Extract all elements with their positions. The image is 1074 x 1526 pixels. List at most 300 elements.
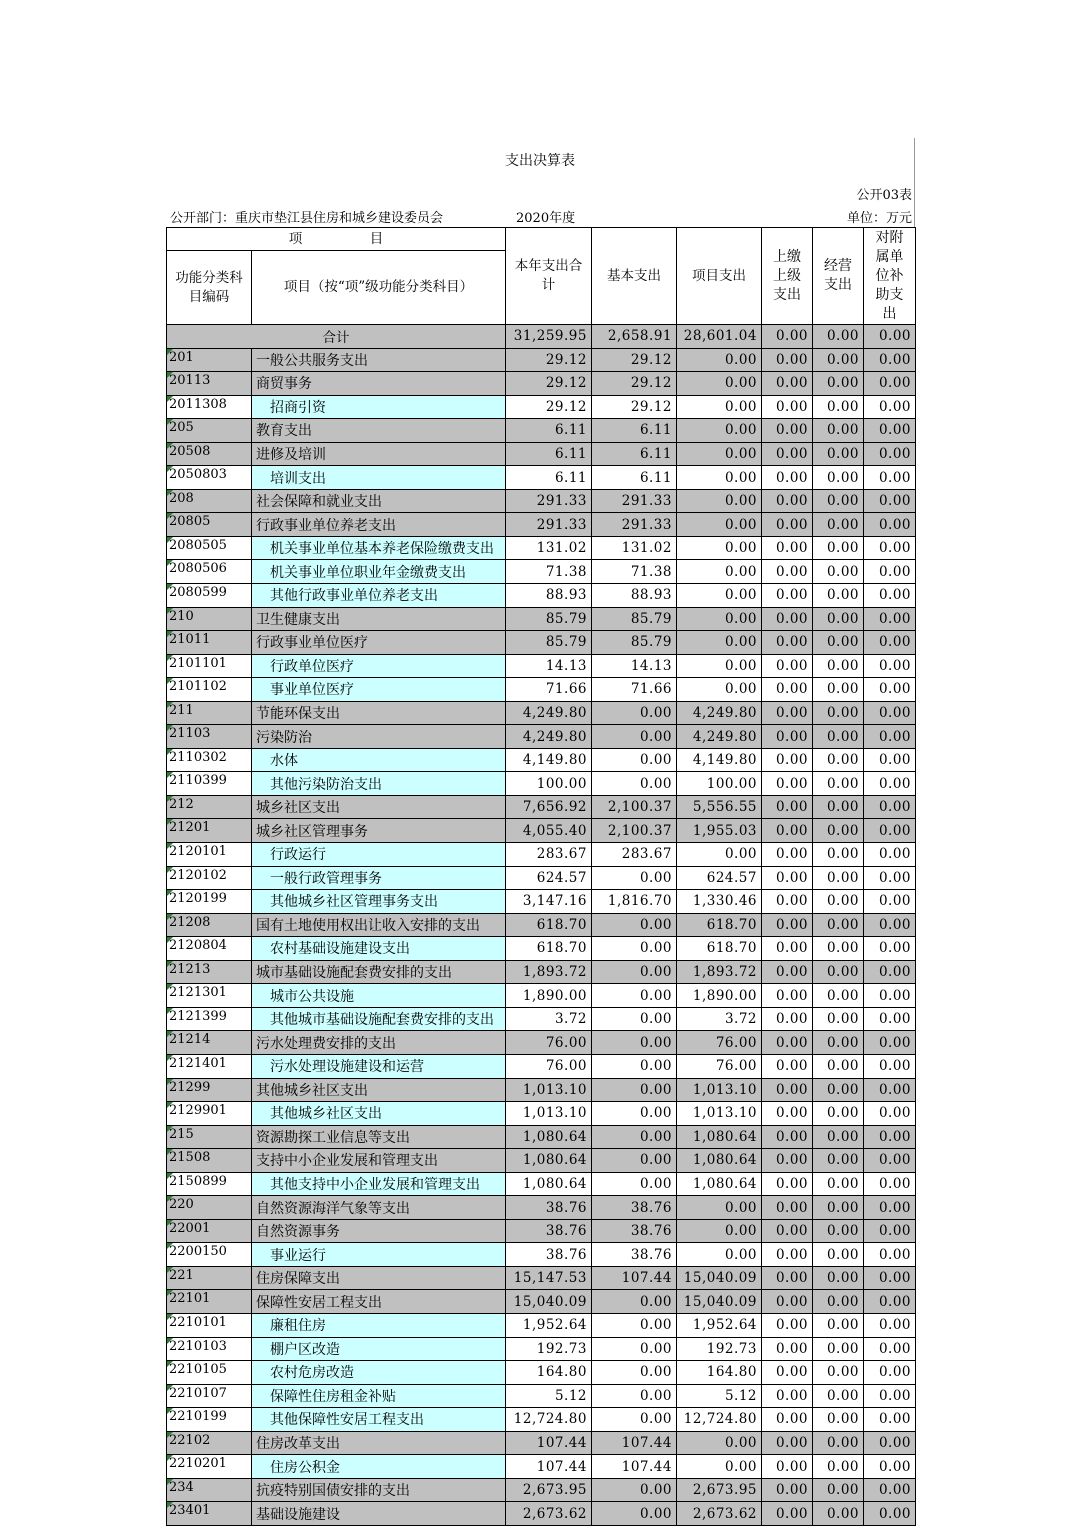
row-value: 0.00 bbox=[813, 937, 864, 961]
table-row bbox=[167, 1149, 916, 1173]
row-value: 1,952.64 bbox=[677, 1313, 762, 1337]
table-row bbox=[167, 1455, 916, 1479]
row-value: 0.00 bbox=[864, 536, 916, 560]
row-value: 0.00 bbox=[762, 1102, 813, 1126]
row-code: 2101102 bbox=[167, 678, 252, 702]
row-code: 20508 bbox=[167, 442, 252, 466]
table-row bbox=[167, 1502, 916, 1526]
table-row bbox=[167, 1384, 916, 1408]
row-value: 1,080.64 bbox=[677, 1172, 762, 1196]
row-code: 2121401 bbox=[167, 1054, 252, 1078]
row-name: 行政事业单位医疗 bbox=[252, 631, 506, 655]
row-value: 0.00 bbox=[762, 607, 813, 631]
table-row bbox=[167, 1172, 916, 1196]
row-value: 100.00 bbox=[506, 772, 592, 796]
row-value: 0.00 bbox=[592, 1102, 677, 1126]
row-value: 100.00 bbox=[677, 772, 762, 796]
row-value: 0.00 bbox=[762, 1149, 813, 1173]
row-value: 624.57 bbox=[506, 866, 592, 890]
row-value: 6.11 bbox=[506, 466, 592, 490]
row-value: 0.00 bbox=[864, 654, 916, 678]
row-code: 2210101 bbox=[167, 1313, 252, 1337]
row-value: 0.00 bbox=[592, 1078, 677, 1102]
row-value: 0.00 bbox=[762, 513, 813, 537]
row-value: 0.00 bbox=[677, 1243, 762, 1267]
row-value: 1,080.64 bbox=[506, 1125, 592, 1149]
row-value: 0.00 bbox=[864, 489, 916, 513]
row-code: 21011 bbox=[167, 631, 252, 655]
row-value: 0.00 bbox=[864, 372, 916, 396]
total-label: 合计 bbox=[167, 325, 506, 349]
row-value: 0.00 bbox=[864, 890, 916, 914]
table-row bbox=[167, 1361, 916, 1385]
row-value: 85.79 bbox=[506, 607, 592, 631]
row-value: 0.00 bbox=[677, 1196, 762, 1220]
row-value: 0.00 bbox=[864, 348, 916, 372]
row-value: 0.00 bbox=[592, 1125, 677, 1149]
row-value: 624.57 bbox=[677, 866, 762, 890]
row-value: 0.00 bbox=[592, 1031, 677, 1055]
row-value: 0.00 bbox=[864, 772, 916, 796]
row-value: 0.00 bbox=[813, 560, 864, 584]
row-value: 0.00 bbox=[762, 1172, 813, 1196]
row-value: 0.00 bbox=[813, 1290, 864, 1314]
row-value: 0.00 bbox=[762, 701, 813, 725]
row-value: 0.00 bbox=[762, 1478, 813, 1502]
row-value: 0.00 bbox=[864, 1054, 916, 1078]
row-code: 21103 bbox=[167, 725, 252, 749]
row-value: 291.33 bbox=[506, 513, 592, 537]
table-row bbox=[167, 1431, 916, 1455]
row-value: 0.00 bbox=[813, 654, 864, 678]
row-name: 棚户区改造 bbox=[252, 1337, 506, 1361]
row-value: 0.00 bbox=[813, 1149, 864, 1173]
row-value: 0.00 bbox=[677, 419, 762, 443]
row-value: 0.00 bbox=[813, 1219, 864, 1243]
row-value: 1,890.00 bbox=[677, 984, 762, 1008]
row-name: 城市公共设施 bbox=[252, 984, 506, 1008]
row-code: 212 bbox=[167, 795, 252, 819]
row-value: 0.00 bbox=[762, 1054, 813, 1078]
row-value: 15,147.53 bbox=[506, 1266, 592, 1290]
row-value: 0.00 bbox=[762, 678, 813, 702]
row-value: 0.00 bbox=[813, 631, 864, 655]
row-value: 5.12 bbox=[506, 1384, 592, 1408]
row-name: 其他城乡社区支出 bbox=[252, 1102, 506, 1126]
row-value: 0.00 bbox=[677, 536, 762, 560]
row-value: 107.44 bbox=[506, 1455, 592, 1479]
row-value: 0.00 bbox=[813, 1384, 864, 1408]
row-value: 0.00 bbox=[813, 1078, 864, 1102]
row-value: 1,816.70 bbox=[592, 890, 677, 914]
row-value: 71.66 bbox=[506, 678, 592, 702]
row-value: 1,013.10 bbox=[506, 1102, 592, 1126]
row-value: 0.00 bbox=[864, 795, 916, 819]
row-name: 污水处理设施建设和运营 bbox=[252, 1054, 506, 1078]
table-row bbox=[167, 913, 916, 937]
row-value: 0.00 bbox=[762, 1125, 813, 1149]
row-value: 0.00 bbox=[813, 1337, 864, 1361]
row-value: 2,673.62 bbox=[506, 1502, 592, 1526]
row-code: 22001 bbox=[167, 1219, 252, 1243]
header-code: 功能分类科目编码 bbox=[167, 251, 252, 325]
row-name: 事业单位医疗 bbox=[252, 678, 506, 702]
row-name: 支持中小企业发展和管理支出 bbox=[252, 1149, 506, 1173]
row-name: 其他城乡社区支出 bbox=[252, 1078, 506, 1102]
row-value: 0.00 bbox=[762, 489, 813, 513]
row-value: 0.00 bbox=[864, 1243, 916, 1267]
row-value: 0.00 bbox=[813, 1054, 864, 1078]
table-row bbox=[167, 1196, 916, 1220]
row-value: 71.38 bbox=[592, 560, 677, 584]
row-name: 机关事业单位职业年金缴费支出 bbox=[252, 560, 506, 584]
row-name: 机关事业单位基本养老保险缴费支出 bbox=[252, 536, 506, 560]
row-value: 0.00 bbox=[864, 466, 916, 490]
row-value: 0.00 bbox=[813, 1007, 864, 1031]
row-value: 0.00 bbox=[592, 913, 677, 937]
row-code: 2120102 bbox=[167, 866, 252, 890]
row-value: 14.13 bbox=[592, 654, 677, 678]
row-value: 1,080.64 bbox=[506, 1149, 592, 1173]
row-value: 192.73 bbox=[506, 1337, 592, 1361]
header-subsidy: 对附属单位补助支出 bbox=[864, 228, 916, 325]
row-value: 0.00 bbox=[762, 795, 813, 819]
table-row bbox=[167, 466, 916, 490]
row-value: 5.12 bbox=[677, 1384, 762, 1408]
row-value: 6.11 bbox=[592, 442, 677, 466]
table-row bbox=[167, 1243, 916, 1267]
row-value: 0.00 bbox=[762, 654, 813, 678]
total-value: 31,259.95 bbox=[506, 325, 592, 349]
row-value: 0.00 bbox=[813, 1266, 864, 1290]
row-code: 215 bbox=[167, 1125, 252, 1149]
row-value: 0.00 bbox=[762, 348, 813, 372]
table-row bbox=[167, 960, 916, 984]
row-value: 0.00 bbox=[677, 348, 762, 372]
row-code: 2129901 bbox=[167, 1102, 252, 1126]
row-name: 行政事业单位养老支出 bbox=[252, 513, 506, 537]
row-value: 0.00 bbox=[762, 725, 813, 749]
row-value: 38.76 bbox=[592, 1196, 677, 1220]
row-value: 1,893.72 bbox=[677, 960, 762, 984]
row-value: 1,955.03 bbox=[677, 819, 762, 843]
row-code: 2120101 bbox=[167, 843, 252, 867]
row-value: 0.00 bbox=[813, 1196, 864, 1220]
row-value: 283.67 bbox=[506, 843, 592, 867]
row-value: 107.44 bbox=[592, 1431, 677, 1455]
row-name: 进修及培训 bbox=[252, 442, 506, 466]
row-name: 事业运行 bbox=[252, 1243, 506, 1267]
table-row bbox=[167, 631, 916, 655]
row-value: 1,013.10 bbox=[506, 1078, 592, 1102]
row-value: 4,149.80 bbox=[506, 748, 592, 772]
row-value: 0.00 bbox=[813, 1361, 864, 1385]
row-value: 76.00 bbox=[506, 1054, 592, 1078]
row-value: 0.00 bbox=[592, 1054, 677, 1078]
table-row bbox=[167, 890, 916, 914]
header-upper: 上缴上级支出 bbox=[762, 228, 813, 325]
table-row bbox=[167, 1125, 916, 1149]
row-value: 291.33 bbox=[592, 489, 677, 513]
row-value: 0.00 bbox=[762, 1337, 813, 1361]
year-label: 2020年度 bbox=[516, 211, 576, 226]
row-value: 0.00 bbox=[592, 1361, 677, 1385]
row-value: 0.00 bbox=[592, 1149, 677, 1173]
row-value: 0.00 bbox=[864, 1172, 916, 1196]
row-value: 0.00 bbox=[762, 819, 813, 843]
row-value: 4,149.80 bbox=[677, 748, 762, 772]
row-value: 0.00 bbox=[813, 960, 864, 984]
row-value: 0.00 bbox=[813, 489, 864, 513]
table-row bbox=[167, 1266, 916, 1290]
row-name: 其他城乡社区管理事务支出 bbox=[252, 890, 506, 914]
row-value: 6.11 bbox=[506, 442, 592, 466]
row-value: 0.00 bbox=[864, 748, 916, 772]
row-value: 0.00 bbox=[592, 701, 677, 725]
row-value: 291.33 bbox=[592, 513, 677, 537]
row-value: 0.00 bbox=[864, 866, 916, 890]
page-title: 支出决算表 bbox=[505, 153, 575, 169]
row-value: 0.00 bbox=[813, 1243, 864, 1267]
row-value: 164.80 bbox=[506, 1361, 592, 1385]
row-value: 15,040.09 bbox=[677, 1266, 762, 1290]
row-value: 0.00 bbox=[813, 607, 864, 631]
row-value: 0.00 bbox=[762, 1031, 813, 1055]
row-value: 38.76 bbox=[592, 1243, 677, 1267]
row-value: 0.00 bbox=[762, 419, 813, 443]
row-value: 0.00 bbox=[813, 678, 864, 702]
row-value: 0.00 bbox=[864, 678, 916, 702]
row-value: 29.12 bbox=[592, 348, 677, 372]
row-name: 农村危房改造 bbox=[252, 1361, 506, 1385]
row-code: 2120199 bbox=[167, 890, 252, 914]
row-value: 1,893.72 bbox=[506, 960, 592, 984]
row-value: 0.00 bbox=[677, 513, 762, 537]
header-total: 本年支出合计 bbox=[506, 228, 592, 325]
row-name: 节能环保支出 bbox=[252, 701, 506, 725]
row-value: 2,100.37 bbox=[592, 819, 677, 843]
row-value: 0.00 bbox=[813, 1102, 864, 1126]
row-value: 38.76 bbox=[506, 1243, 592, 1267]
row-code: 21213 bbox=[167, 960, 252, 984]
total-value: 0.00 bbox=[864, 325, 916, 349]
row-name: 基础设施建设 bbox=[252, 1502, 506, 1526]
row-value: 0.00 bbox=[813, 1478, 864, 1502]
row-code: 234 bbox=[167, 1478, 252, 1502]
row-value: 4,249.80 bbox=[677, 701, 762, 725]
row-code: 2110302 bbox=[167, 748, 252, 772]
row-value: 0.00 bbox=[813, 772, 864, 796]
row-value: 0.00 bbox=[762, 1361, 813, 1385]
row-value: 0.00 bbox=[813, 442, 864, 466]
table-row bbox=[167, 725, 916, 749]
row-value: 0.00 bbox=[864, 1478, 916, 1502]
row-value: 0.00 bbox=[677, 442, 762, 466]
row-value: 2,673.95 bbox=[506, 1478, 592, 1502]
row-value: 0.00 bbox=[592, 984, 677, 1008]
row-value: 6.11 bbox=[506, 419, 592, 443]
row-value: 29.12 bbox=[506, 395, 592, 419]
row-code: 2080506 bbox=[167, 560, 252, 584]
row-value: 0.00 bbox=[762, 1455, 813, 1479]
row-name: 其他污染防治支出 bbox=[252, 772, 506, 796]
row-value: 0.00 bbox=[762, 536, 813, 560]
row-value: 291.33 bbox=[506, 489, 592, 513]
row-value: 6.11 bbox=[592, 419, 677, 443]
row-value: 0.00 bbox=[592, 1007, 677, 1031]
row-value: 0.00 bbox=[864, 1361, 916, 1385]
department-label: 公开部门：重庆市垫江县住房和城乡建设委员会 bbox=[170, 211, 444, 226]
row-value: 0.00 bbox=[864, 1196, 916, 1220]
table-row bbox=[167, 678, 916, 702]
row-name: 资源勘探工业信息等支出 bbox=[252, 1125, 506, 1149]
row-name: 住房保障支出 bbox=[252, 1266, 506, 1290]
row-name: 住房公积金 bbox=[252, 1455, 506, 1479]
form-number: 公开03表 bbox=[856, 188, 912, 203]
row-value: 0.00 bbox=[762, 466, 813, 490]
row-value: 0.00 bbox=[762, 1502, 813, 1526]
row-value: 85.79 bbox=[592, 631, 677, 655]
row-name: 水体 bbox=[252, 748, 506, 772]
row-name: 污水处理费安排的支出 bbox=[252, 1031, 506, 1055]
row-value: 0.00 bbox=[864, 1219, 916, 1243]
row-value: 2,673.62 bbox=[677, 1502, 762, 1526]
row-value: 0.00 bbox=[813, 725, 864, 749]
row-value: 0.00 bbox=[864, 1455, 916, 1479]
row-value: 0.00 bbox=[592, 866, 677, 890]
row-value: 0.00 bbox=[813, 395, 864, 419]
row-value: 4,249.80 bbox=[677, 725, 762, 749]
row-name: 城乡社区管理事务 bbox=[252, 819, 506, 843]
row-value: 1,890.00 bbox=[506, 984, 592, 1008]
row-value: 0.00 bbox=[592, 1313, 677, 1337]
table-row bbox=[167, 772, 916, 796]
row-value: 0.00 bbox=[592, 1384, 677, 1408]
table-row bbox=[167, 1337, 916, 1361]
row-value: 0.00 bbox=[677, 654, 762, 678]
row-value: 0.00 bbox=[864, 1007, 916, 1031]
row-value: 0.00 bbox=[762, 584, 813, 608]
table-row bbox=[167, 560, 916, 584]
row-value: 85.79 bbox=[592, 607, 677, 631]
row-value: 4,249.80 bbox=[506, 701, 592, 725]
row-value: 0.00 bbox=[864, 1078, 916, 1102]
row-name: 其他城市基础设施配套费安排的支出 bbox=[252, 1007, 506, 1031]
row-value: 283.67 bbox=[592, 843, 677, 867]
table-row bbox=[167, 748, 916, 772]
row-value: 38.76 bbox=[592, 1219, 677, 1243]
header-business: 经营支出 bbox=[813, 228, 864, 325]
row-value: 0.00 bbox=[864, 631, 916, 655]
row-value: 38.76 bbox=[506, 1219, 592, 1243]
row-code: 21214 bbox=[167, 1031, 252, 1055]
table-row bbox=[167, 1007, 916, 1031]
row-value: 0.00 bbox=[813, 536, 864, 560]
row-code: 20805 bbox=[167, 513, 252, 537]
row-value: 76.00 bbox=[677, 1031, 762, 1055]
row-value: 0.00 bbox=[762, 1266, 813, 1290]
row-value: 1,080.64 bbox=[677, 1149, 762, 1173]
row-code: 21208 bbox=[167, 913, 252, 937]
table-row bbox=[167, 607, 916, 631]
row-name: 行政运行 bbox=[252, 843, 506, 867]
row-value: 192.73 bbox=[677, 1337, 762, 1361]
row-value: 0.00 bbox=[677, 843, 762, 867]
row-value: 0.00 bbox=[813, 890, 864, 914]
row-name: 污染防治 bbox=[252, 725, 506, 749]
row-code: 220 bbox=[167, 1196, 252, 1220]
row-value: 1,013.10 bbox=[677, 1102, 762, 1126]
row-value: 1,013.10 bbox=[677, 1078, 762, 1102]
row-value: 76.00 bbox=[506, 1031, 592, 1055]
row-code: 2120804 bbox=[167, 937, 252, 961]
row-value: 0.00 bbox=[592, 960, 677, 984]
row-name: 行政单位医疗 bbox=[252, 654, 506, 678]
row-value: 15,040.09 bbox=[677, 1290, 762, 1314]
row-value: 0.00 bbox=[864, 395, 916, 419]
row-value: 0.00 bbox=[592, 1290, 677, 1314]
row-name: 卫生健康支出 bbox=[252, 607, 506, 631]
row-value: 0.00 bbox=[762, 1007, 813, 1031]
row-code: 21508 bbox=[167, 1149, 252, 1173]
row-name: 国有土地使用权出让收入安排的支出 bbox=[252, 913, 506, 937]
row-value: 71.38 bbox=[506, 560, 592, 584]
row-value: 0.00 bbox=[864, 419, 916, 443]
row-value: 0.00 bbox=[762, 1243, 813, 1267]
table-row bbox=[167, 795, 916, 819]
row-value: 0.00 bbox=[813, 984, 864, 1008]
row-value: 1,952.64 bbox=[506, 1313, 592, 1337]
row-name: 教育支出 bbox=[252, 419, 506, 443]
row-value: 0.00 bbox=[813, 1125, 864, 1149]
row-value: 85.79 bbox=[506, 631, 592, 655]
row-value: 0.00 bbox=[864, 1125, 916, 1149]
row-name: 其他保障性安居工程支出 bbox=[252, 1408, 506, 1432]
row-value: 0.00 bbox=[677, 560, 762, 584]
row-value: 76.00 bbox=[677, 1054, 762, 1078]
table-row bbox=[167, 442, 916, 466]
table-row bbox=[167, 1478, 916, 1502]
row-value: 0.00 bbox=[813, 372, 864, 396]
row-value: 0.00 bbox=[762, 1196, 813, 1220]
row-value: 12,724.80 bbox=[677, 1408, 762, 1432]
row-value: 0.00 bbox=[762, 372, 813, 396]
row-code: 2101101 bbox=[167, 654, 252, 678]
row-value: 0.00 bbox=[864, 1290, 916, 1314]
row-value: 0.00 bbox=[762, 631, 813, 655]
row-value: 0.00 bbox=[813, 584, 864, 608]
row-code: 2210107 bbox=[167, 1384, 252, 1408]
total-row bbox=[167, 325, 916, 349]
table-row bbox=[167, 1408, 916, 1432]
row-code: 2011308 bbox=[167, 395, 252, 419]
row-code: 23401 bbox=[167, 1502, 252, 1526]
row-value: 618.70 bbox=[677, 913, 762, 937]
row-value: 88.93 bbox=[506, 584, 592, 608]
row-value: 0.00 bbox=[813, 466, 864, 490]
row-name: 城乡社区支出 bbox=[252, 795, 506, 819]
row-value: 0.00 bbox=[864, 1031, 916, 1055]
row-value: 0.00 bbox=[762, 1078, 813, 1102]
row-value: 0.00 bbox=[677, 395, 762, 419]
row-value: 6.11 bbox=[592, 466, 677, 490]
row-code: 22102 bbox=[167, 1431, 252, 1455]
row-value: 0.00 bbox=[813, 513, 864, 537]
table-row bbox=[167, 866, 916, 890]
row-name: 招商引资 bbox=[252, 395, 506, 419]
row-value: 164.80 bbox=[677, 1361, 762, 1385]
table-row bbox=[167, 513, 916, 537]
